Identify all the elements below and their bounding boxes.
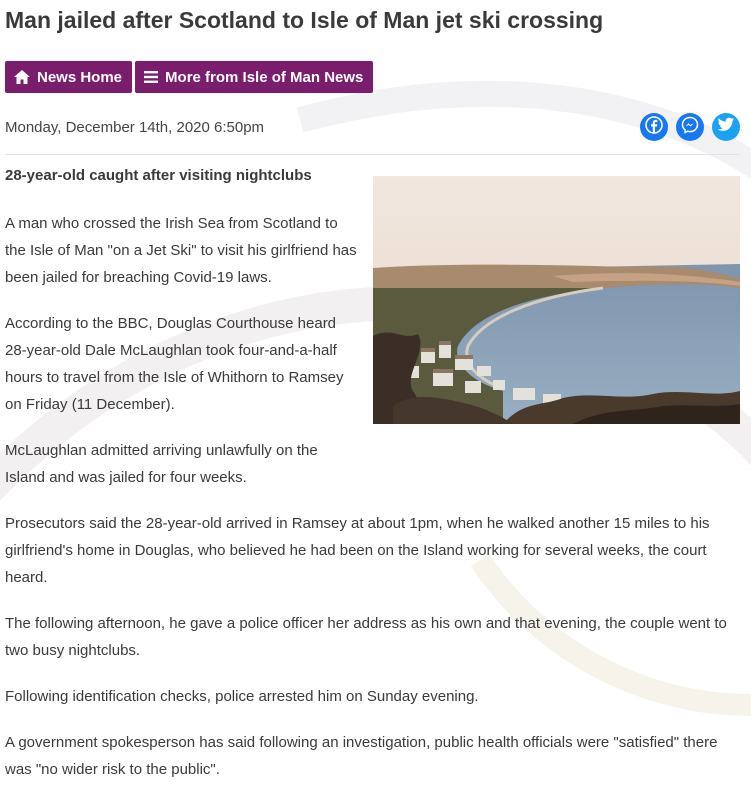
- twitter-icon: [717, 117, 735, 138]
- body-paragraph-7: A government spokesperson has said following an investigation, public health officials were "satisfied" there was "no wider risk to the public".: [5, 734, 718, 778]
- menu-icon: [143, 70, 159, 84]
- meta-row: [5, 110, 740, 144]
- twitter-share-button[interactable]: [712, 113, 740, 141]
- body-paragraph-6: Following identification checks, police arrested him on Sunday evening.: [5, 688, 479, 705]
- body-paragraph-5: The following afternoon, he gave a police officer her address as his own and that evening, the couple went to two busy nightclubs.: [5, 615, 727, 659]
- home-icon: [13, 69, 31, 85]
- body-paragraph-4: Prosecutors said the 28-year-old arrived in Ramsey at about 1pm, when he walked another 15 miles to his girlfriend's home in Douglas, who believed he had been on the Island working for several weeks, the court heard.: [5, 515, 710, 586]
- news-home-button[interactable]: [5, 61, 132, 93]
- news-home-label: News Home: [37, 68, 123, 86]
- facebook-icon: [645, 116, 663, 139]
- article-body: [5, 167, 740, 802]
- more-news-label: More from Isle of Man News: [165, 68, 364, 86]
- share-buttons: [640, 113, 740, 141]
- article-image: [373, 176, 740, 424]
- lead-paragraph: 28-year-old caught after visiting nightclubs: [5, 167, 312, 184]
- nav-buttons: [5, 61, 373, 93]
- divider: [5, 154, 740, 155]
- messenger-icon: [681, 116, 699, 139]
- facebook-share-button[interactable]: [640, 113, 668, 141]
- body-paragraph-2: According to the BBC, Douglas Courthouse heard 28-year-old Dale McLaughlan took four-and-a-half hours to travel from the Isle of Whithorn to Ramsey on Friday (11 December).: [5, 315, 344, 413]
- more-news-button[interactable]: [135, 61, 373, 93]
- publish-date: Monday, December 14th, 2020 6:50pm: [5, 118, 265, 136]
- page-title: Man jailed after Scotland to Isle of Man jet ski crossing: [5, 7, 604, 33]
- body-paragraph-1: A man who crossed the Irish Sea from Scotland to the Isle of Man "on a Jet Ski" to visit his girlfriend has been jailed for breaching Covid-19 laws.: [5, 215, 357, 286]
- body-paragraph-3: McLaughlan admitted arriving unlawfully on the Island and was jailed for four weeks.: [5, 442, 318, 486]
- messenger-share-button[interactable]: [676, 113, 704, 141]
